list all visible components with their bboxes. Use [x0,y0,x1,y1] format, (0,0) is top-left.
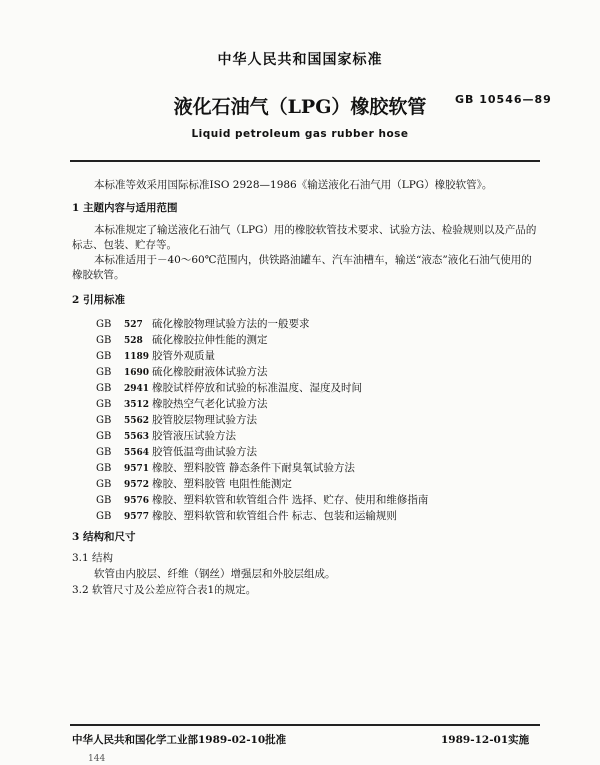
reference-item: GB 2941 橡胶试样停放和试验的标准温度、湿度及时间 [96,382,362,394]
reference-item: GB 528 硫化橡胶拉伸性能的测定 [96,334,268,346]
section-1-para-1-line-1: 本标准规定了输送液化石油气（LPG）用的橡胶软管技术要求、试验方法、检验规则以及产品的 [94,224,537,236]
section-1-heading: 1 主题内容与适用范围 [72,202,178,214]
reference-item: GB 9572 橡胶、塑料胶管 电阻性能测定 [96,478,292,490]
intro-paragraph: 本标准等效采用国际标准ISO 2928—1986《输送液化石油气用（LPG）橡胶软管》。 [94,179,493,191]
header-divider [70,160,540,162]
section-1-para-1-line-2: 标志、包装、贮存等。 [72,239,177,251]
reference-item: GB 527 硫化橡胶物理试验方法的一般要求 [96,318,310,330]
reference-item: GB 1189 胶管外观质量 [96,350,215,362]
title-english: Liquid petroleum gas rubber hose [191,128,409,140]
reference-item: GB 9577 橡胶、塑料软管和软管组合件 标志、包装和运输规则 [96,510,397,522]
approval-line: 中华人民共和国化学工业部1989-02-10批准 [72,734,287,746]
reference-item: GB 9571 橡胶、塑料胶管 静态条件下耐臭氧试验方法 [96,462,355,474]
page-number: 144 [88,754,106,764]
section-1-para-2-line-2: 橡胶软管。 [72,269,125,281]
standard-number: GB 10546—89 [455,93,552,106]
reference-item: GB 5562 胶管胶层物理试验方法 [96,414,257,426]
reference-item: GB 5563 胶管液压试验方法 [96,430,236,442]
implementation-date: 1989-12-01实施 [441,734,530,746]
section-3-1-heading: 3.1 结构 [72,552,114,564]
reference-item: GB 9576 橡胶、塑料软管和软管组合件 选择、贮存、使用和维修指南 [96,494,429,506]
section-2-heading: 2 引用标准 [72,294,125,306]
reference-item: GB 5564 胶管低温弯曲试验方法 [96,446,257,458]
reference-item: GB 1690 硫化橡胶耐液体试验方法 [96,366,268,378]
title-chinese: 液化石油气（LPG）橡胶软管 [173,96,427,118]
footer-divider [70,724,540,726]
section-3-2-text: 3.2 软管尺寸及公差应符合表1的规定。 [72,584,257,596]
section-3-heading: 3 结构和尺寸 [72,531,136,543]
reference-item: GB 3512 橡胶热空气老化试验方法 [96,398,268,410]
issuing-organization: 中华人民共和国国家标准 [217,52,383,68]
section-3-1-text: 软管由内胶层、纤维（钢丝）增强层和外胶层组成。 [94,568,336,580]
section-1-para-2-line-1: 本标准适用于－40～60℃范围内，供铁路油罐车、汽车油槽车，输送“液态”液化石油气使用的 [94,254,532,266]
